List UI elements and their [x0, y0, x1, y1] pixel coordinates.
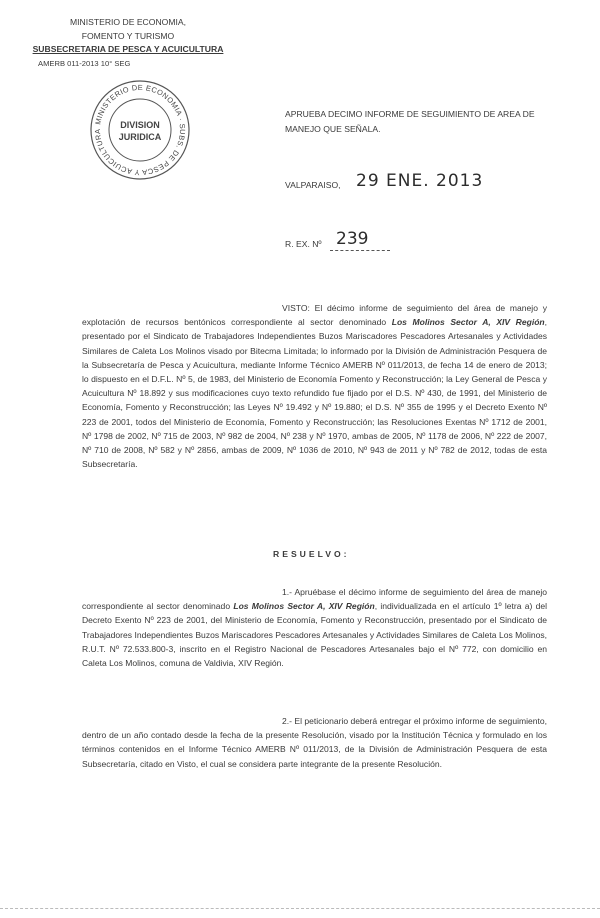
res1-sector: Los Molinos Sector A, XIV Región — [233, 601, 375, 612]
ministry-line: MINISTERIO DE ECONOMIA, — [69, 17, 187, 27]
division-juridica-stamp — [88, 78, 192, 182]
resolution-item-2 — [82, 714, 547, 771]
place-label: VALPARAISO, — [285, 180, 341, 190]
res1-text: 1.- Apruébase el décimo informe de seguimiento del área de manejo correspondiente al sector denominado — [82, 587, 547, 612]
resolution-item-1 — [82, 585, 547, 670]
rex-label: R. EX. Nº — [285, 239, 322, 249]
visto-text-2: , presentado por el Sindicato de Trabajadores Independientes Buzos Mariscadores Pescadores Artesanales y Actividades Similares de Caleta Los Molinos visado por Bitecma Limitada; lo informado por la División de Administración Pesquera de la Subsecretaría de Pesca y Acuicultura, mediante Informe Técnico AMERB Nº 011/2013, de fecha 14 de enero de 2013; lo dispuesto en el D.F.L. Nº 5, de 1983, del Ministerio de Economía Fomento y Reconstrucción; la Ley General de Pesca y Acuicultura Nº 18.892 y sus modificaciones cuyo texto refundido fue fijado por el D.S. Nº 430, de 1991, del Ministerio de Economía, Fomento y Reconstrucción; las Leyes Nº 19.492 y Nº 19.880; el D.S. Nº 355 de 1995 y el Decreto Exento Nº 223 de 2001, todos del Ministerio de Economía, Fomento y Reconstrucción; las Resoluciones Exentas Nº 1712 de 2001, Nº 1798 de 2002, Nº 715 de 2003, Nº 982 de 2004, Nº 238 y Nº 1970, ambas de 2005, Nº 1178 de 2006, Nº 222 de 2007, Nº 710 de 2008, Nº 582 y Nº 2856, ambas de 2009, Nº 1036 de 2010, Nº 943 de 2011 y Nº 782 de 2012, todas de esta Subsecretaría. — [82, 317, 548, 470]
resolution-date: 29 ENE. 2013 — [356, 171, 484, 191]
subsecretariat-line: SUBSECRETARIA DE PESCA Y ACUICULTURA — [32, 44, 224, 54]
stamp-center-line2: JURIDICA — [118, 132, 162, 142]
visto-paragraph — [82, 301, 547, 471]
visto-text: VISTO: El décimo informe de seguimiento del área de manejo y explotación de recursos bentónicos correspondiente al sector denominado — [82, 303, 547, 328]
resuelvo-heading: RESUELVO: — [273, 549, 350, 559]
document-code: AMERB 011-2013 10° SEG — [38, 58, 131, 68]
stamp-ring-text: MINISTERIO DE ECONOMIA · SUBS. DE PESCA Y ACUICULTURA — [92, 82, 188, 178]
res2-text: 2.- El peticionario deberá entregar el próximo informe de seguimiento, dentro de un año contado desde la fecha de la presente Resolución, visado por la Institución Técnica y formulado en los términos contenidos en el Informe Técnico AMERB Nº 011/2013, de la División de Administración Pesquera de esta Subsecretaría, citado en Visto, el cual se considera parte integrante de la presente Resolución. — [82, 716, 547, 769]
letterhead — [28, 16, 228, 70]
visto-sector: Los Molinos Sector A, XIV Región — [391, 317, 545, 328]
res1-text-2: , individualizada en el artículo 1º letra a) del Decreto Exento Nº 223 de 2001, del Ministerio de Economía, Fomento y Reconstrucción, presentado por el Sindicato de Trabajadores Independientes Buzos Mariscadores Pescadores Artesanales y Actividades Similares de Caleta Los Molinos, R.U.T. Nº 72.533.800-3, inscrito en el Registro Nacional de Pescadores Artesanales bajo el Nº 772, con domicilio en Caleta Los Molinos, comuna de Valdivia, XIV Región. — [82, 601, 548, 669]
rex-underline — [330, 250, 390, 251]
ministry-line-2: FOMENTO Y TURISMO — [81, 30, 175, 41]
stamp-center-line1: DIVISION — [120, 120, 160, 130]
resolution-subject: APRUEBA DECIMO INFORME DE SEGUIMIENTO DE AREA DE MANEJO QUE SEÑALA. — [285, 109, 535, 134]
rex-number: 239 — [336, 229, 369, 249]
footer-divider — [0, 908, 600, 909]
